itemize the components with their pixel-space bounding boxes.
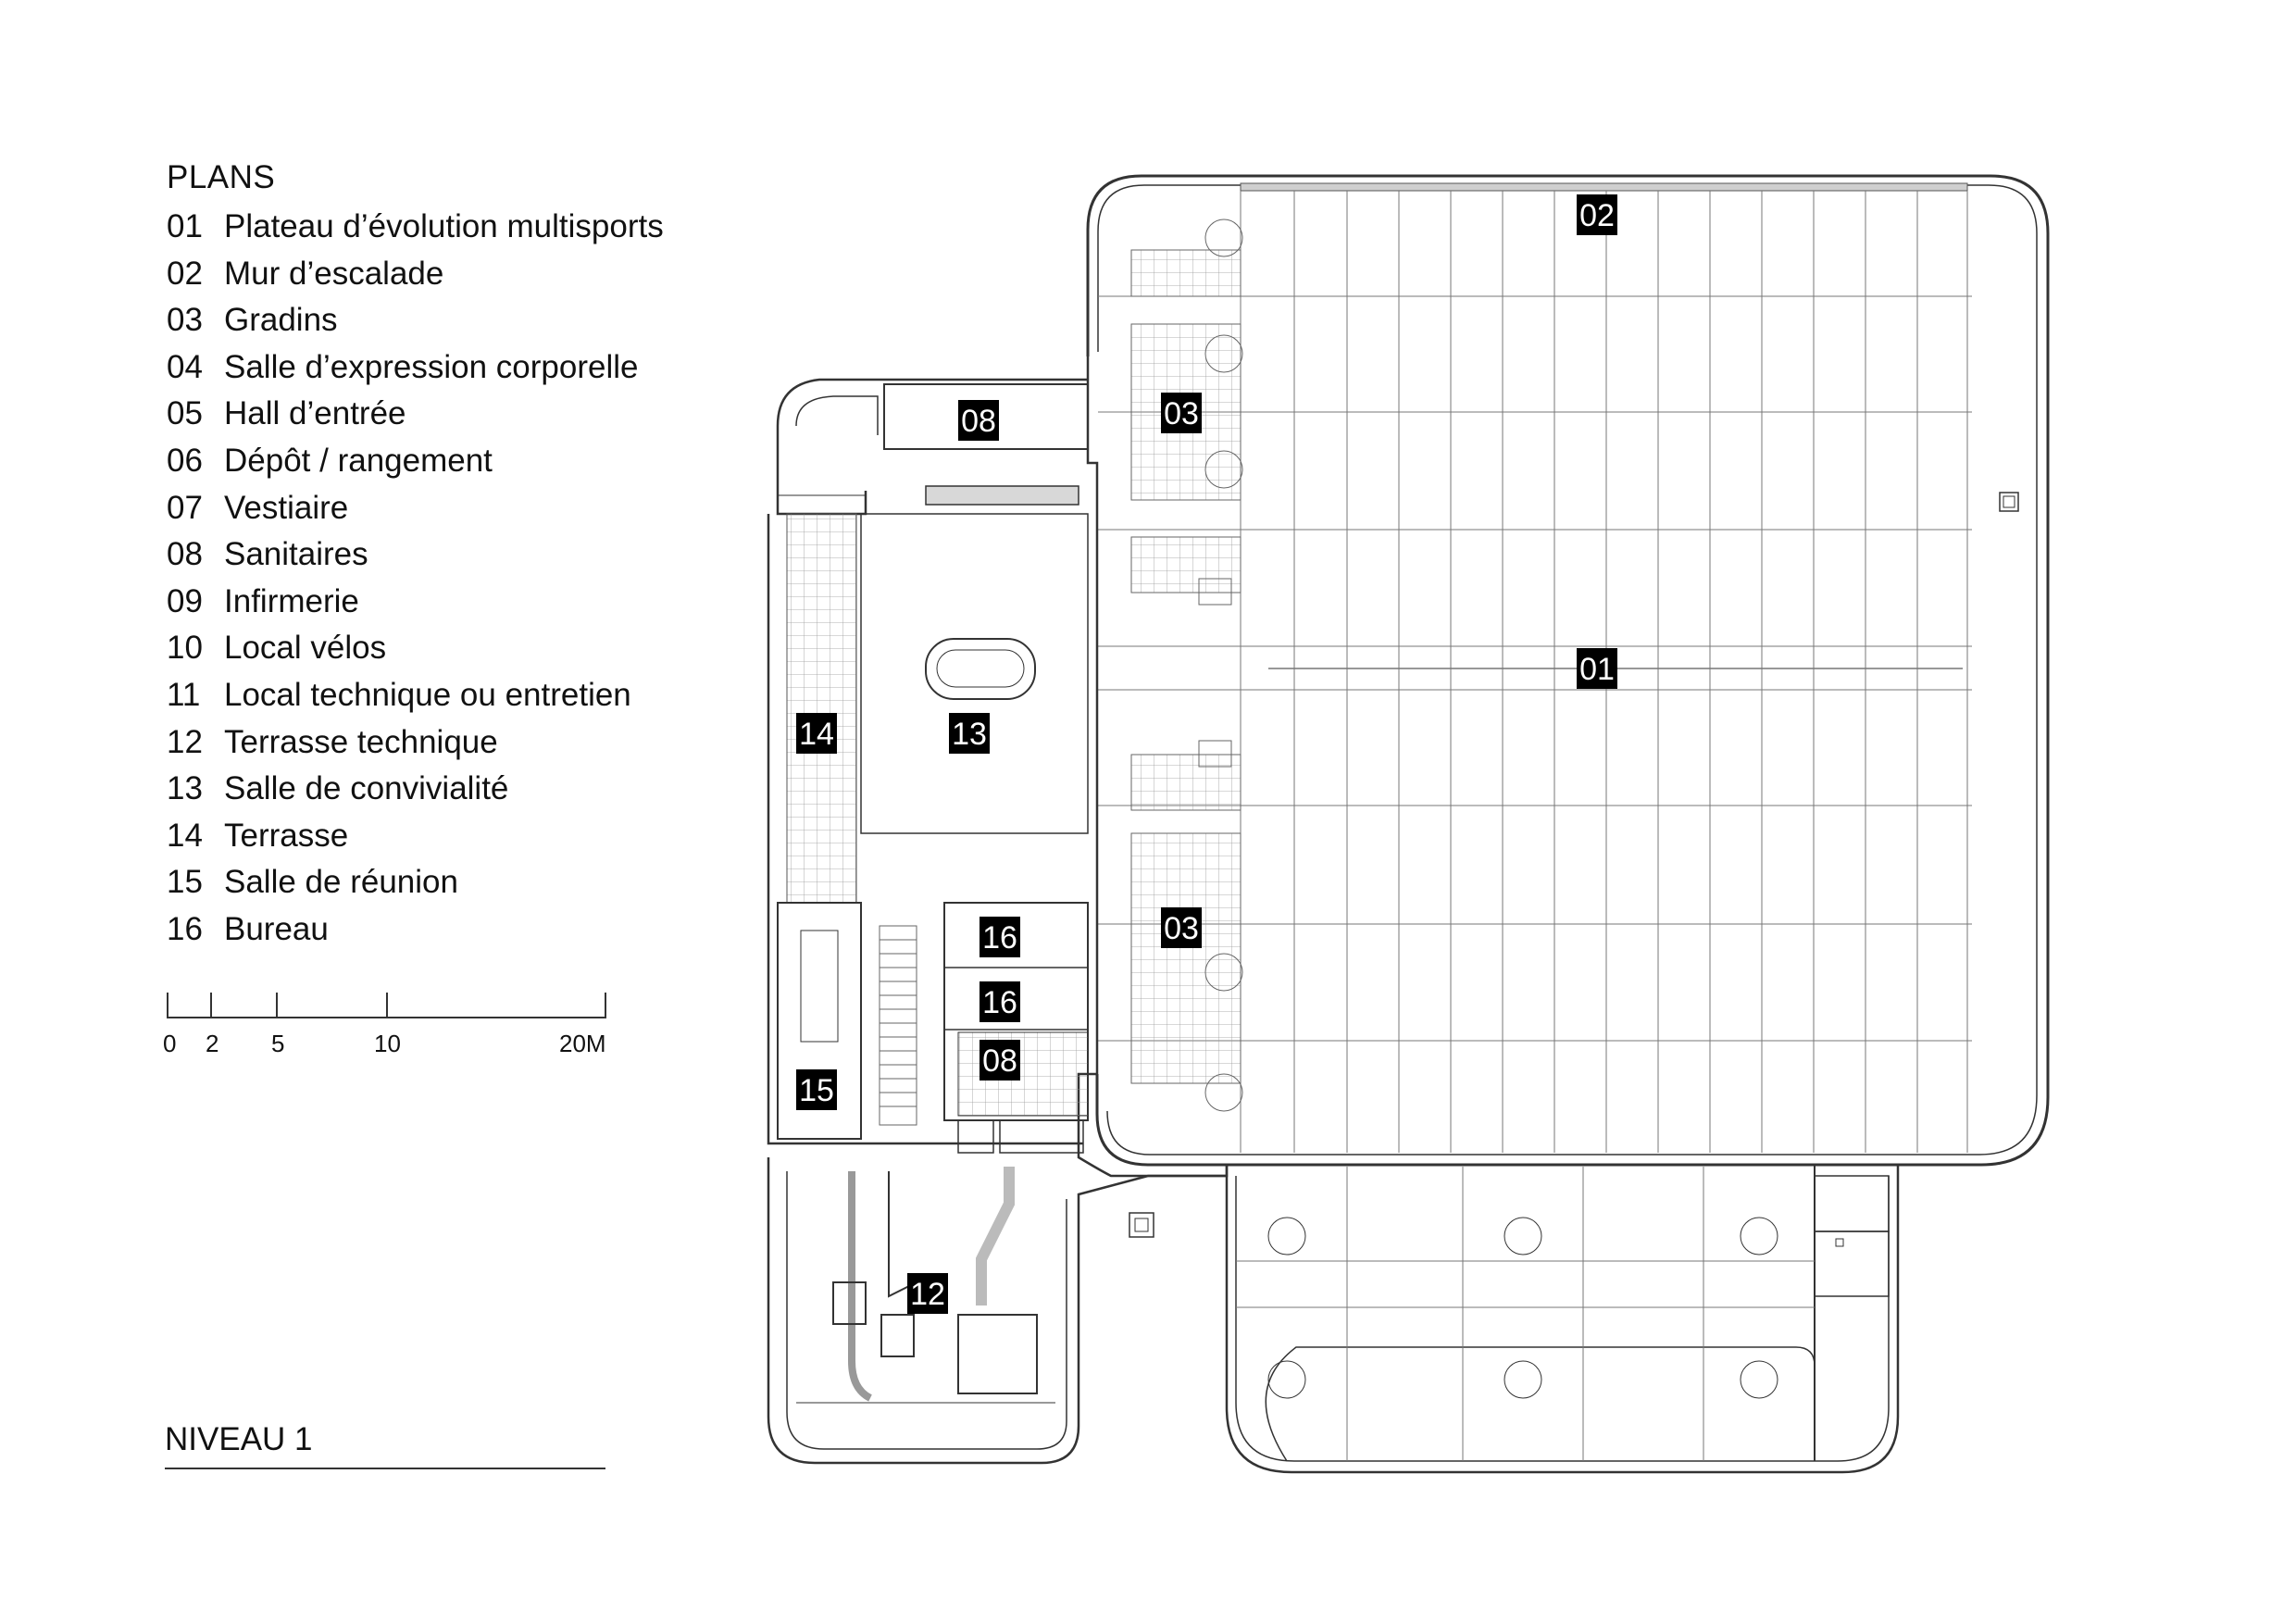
room-label-14-text: 14: [799, 717, 834, 752]
legend-number: 01: [167, 208, 203, 244]
technical-terrace: [768, 1157, 1227, 1463]
legend-label: Salle d’expression corporelle: [224, 348, 639, 385]
legend-number: 03: [167, 302, 203, 339]
room-label-12: [907, 1273, 948, 1314]
scale-label-20m: 20M: [559, 1030, 606, 1057]
legend-label: Local technique ou entretien: [224, 676, 631, 713]
legend-label: Mur d’escalade: [224, 255, 444, 292]
legend-label: Gradins: [224, 302, 338, 339]
room-label-13-text: 13: [952, 717, 987, 752]
room-label-02: [1577, 194, 1617, 235]
legend-title: PLANS: [167, 159, 276, 195]
room-label-12-text: 12: [910, 1277, 945, 1312]
legend-label: Hall d’entrée: [224, 395, 406, 432]
legend-label: Vestiaire: [224, 489, 349, 526]
room-label-08-top: [958, 400, 999, 441]
legend-number: 16: [167, 910, 203, 947]
room-label-16-bottom: [980, 981, 1020, 1022]
room-label-13: [949, 713, 990, 754]
seating-stands: [1131, 219, 1242, 1111]
legend-number: 08: [167, 536, 203, 573]
scale-label-2: 2: [206, 1030, 219, 1057]
room-label-03-top: [1161, 393, 1202, 433]
room-label-08-bottom: [980, 1040, 1020, 1081]
room-label-03-bottom: [1161, 907, 1202, 948]
legend-number: 12: [167, 723, 203, 760]
level-title: NIVEAU 1: [165, 1421, 313, 1457]
legend-number: 15: [167, 864, 203, 901]
legend-label: Bureau: [224, 910, 329, 947]
legend-label: Terrasse: [224, 817, 349, 854]
room-label-14: [796, 713, 837, 754]
scale-label-5: 5: [271, 1030, 285, 1057]
room-label-15-text: 15: [799, 1073, 834, 1108]
room-label-08-bottom-text: 08: [982, 1043, 1017, 1079]
legend-number: 13: [167, 770, 203, 807]
legend-label: Infirmerie: [224, 582, 359, 619]
room-label-02-text: 02: [1579, 198, 1615, 233]
legend-label: Dépôt / rangement: [224, 442, 493, 479]
room-label-01: [1577, 648, 1617, 689]
legend-label: Plateau d’évolution multisports: [224, 208, 664, 244]
room-label-08-top-text: 08: [961, 404, 996, 439]
legend-number: 09: [167, 582, 203, 619]
room-label-03-bottom-text: 03: [1164, 911, 1199, 946]
legend-number: 04: [167, 348, 203, 385]
south-annex: [1227, 1165, 1898, 1472]
legend-label: Sanitaires: [224, 536, 368, 573]
legend-label: Salle de réunion: [224, 864, 458, 901]
legend-number: 14: [167, 817, 203, 854]
legend-number: 07: [167, 489, 203, 526]
room-label-15: [796, 1069, 837, 1110]
legend-number: 02: [167, 255, 203, 292]
legend-number: 06: [167, 442, 203, 479]
legend-label: Salle de convivialité: [224, 770, 509, 807]
scale-label-10: 10: [374, 1030, 401, 1057]
legend-label: Local vélos: [224, 630, 387, 667]
legend-number: 10: [167, 630, 203, 667]
legend-number: 11: [167, 676, 201, 713]
room-label-16-top-text: 16: [982, 920, 1017, 956]
scale-label-0: 0: [163, 1030, 177, 1057]
legend-label: Terrasse technique: [224, 723, 498, 760]
room-label-03-top-text: 03: [1164, 396, 1199, 431]
legend-number: 05: [167, 395, 203, 432]
room-label-16-top: [980, 917, 1020, 957]
room-label-16-bottom-text: 16: [982, 985, 1017, 1020]
room-label-01-text: 01: [1579, 652, 1615, 687]
